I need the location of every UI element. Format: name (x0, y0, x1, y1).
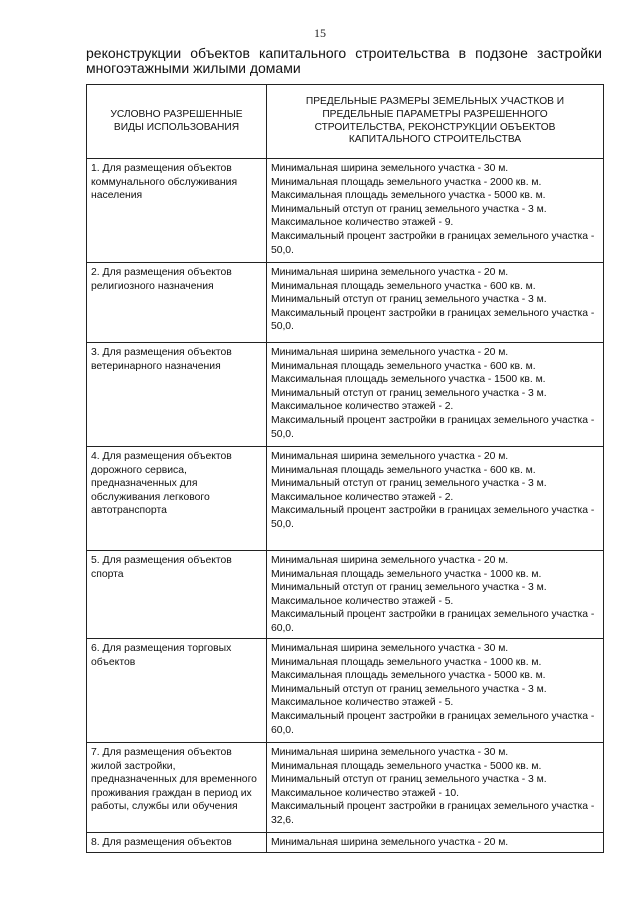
parameter-line: Минимальная площадь земельного участка - 600 кв. м. (271, 464, 536, 476)
parameter-line: Максимальная площадь земельного участка - 5000 кв. м. (271, 670, 546, 682)
permitted-use-cell: 3. Для размещения объектов ветеринарного назначения (87, 343, 267, 447)
parameter-line: Минимальная ширина земельного участка - 20 м. (271, 837, 509, 848)
permitted-use-cell: 5. Для размещения объектов спорта (87, 551, 267, 639)
parameter-line: Минимальный отступ от границ земельного участка - 3 м. (271, 294, 547, 306)
parameters-cell (267, 551, 604, 639)
parameter-line: Минимальный отступ от границ земельного участка - 3 м. (271, 774, 547, 786)
table-row (87, 263, 604, 343)
parameter-line: Максимальный процент застройки в границах земельного участка - 50,0. (271, 414, 595, 440)
parameter-line: Минимальная ширина земельного участка - 20 м. (271, 555, 509, 566)
header-limit-parameters: ПРЕДЕЛЬНЫЕ РАЗМЕРЫ ЗЕМЕЛЬНЫХ УЧАСТКОВ И ПРЕДЕЛЬНЫЕ ПАРАМЕТРЫ РАЗРЕШЕННОГО СТРОИТЕЛЬСТВА, РЕКОНСТРУКЦИИ ОБЪЕКТОВ КАПИТАЛЬНОГО СТРОИТЕЛЬСТВА (267, 85, 604, 159)
parameter-line: Минимальная ширина земельного участка - 20 м. (271, 451, 509, 462)
table-row (87, 833, 604, 853)
permitted-use-cell: 1. Для размещения объектов коммунального обслуживания населения (87, 159, 267, 263)
intro-line-2: многоэтажными жилыми домами (86, 60, 301, 76)
intro-line-1: реконструкции объектов капитального строительства в подзоне застройки (86, 45, 602, 61)
zoning-rules-table (86, 84, 604, 853)
page-number: 15 (314, 26, 326, 40)
parameter-line: Минимальная ширина земельного участка - 20 м. (271, 347, 509, 358)
parameter-line: Минимальная ширина земельного участка - 30 м. (271, 163, 509, 174)
parameter-line: Минимальный отступ от границ земельного участка - 3 м. (271, 683, 547, 695)
header-permitted-uses: УСЛОВНО РАЗРЕШЕННЫЕ ВИДЫ ИСПОЛЬЗОВАНИЯ (87, 85, 267, 159)
parameter-line: Минимальная площадь земельного участка - 5000 кв. м. (271, 760, 542, 772)
parameter-line: Минимальная площадь земельного участка - 600 кв. м. (271, 360, 536, 372)
parameters-cell (267, 263, 604, 343)
parameter-line: Минимальная площадь земельного участка - 2000 кв. м. (271, 176, 542, 188)
parameter-line: Максимальный процент застройки в границах земельного участка - 50,0. (271, 505, 595, 530)
parameter-line: Максимальный процент застройки в границах земельного участка - 50,0. (271, 230, 595, 256)
parameter-line: Максимальное количество этажей - 2. (271, 491, 454, 503)
parameter-line: Максимальное количество этажей - 5. (271, 697, 454, 709)
permitted-use-cell: 8. Для размещения объектов (87, 833, 267, 853)
parameter-line: Максимальный процент застройки в границах земельного участка - 60,0. (271, 710, 595, 736)
intro-paragraph (86, 46, 602, 76)
parameter-line: Максимальный процент застройки в границах земельного участка - 60,0. (271, 609, 595, 634)
parameter-line: Минимальный отступ от границ земельного участка - 3 м. (271, 478, 547, 490)
permitted-use-cell: 7. Для размещения объектов жилой застройки, предназначенных для временного проживания граждан в период их работы, службы или обучения (87, 743, 267, 833)
parameter-line: Максимальный процент застройки в границах земельного участка - 32,6. (271, 801, 595, 826)
parameter-line: Минимальная ширина земельного участка - 30 м. (271, 643, 509, 654)
parameter-line: Минимальная ширина земельного участка - 30 м. (271, 747, 509, 758)
parameter-line: Минимальный отступ от границ земельного участка - 3 м. (271, 203, 547, 215)
parameter-line: Минимальный отступ от границ земельного участка - 3 м. (271, 582, 547, 594)
table-body (87, 159, 604, 853)
parameter-line: Максимальное количество этажей - 9. (271, 217, 454, 229)
parameter-line: Максимальное количество этажей - 2. (271, 401, 454, 413)
parameter-line: Максимальная площадь земельного участка - 1500 кв. м. (271, 374, 546, 386)
parameters-cell (267, 833, 604, 853)
parameters-cell (267, 159, 604, 263)
parameter-line: Минимальный отступ от границ земельного участка - 3 м. (271, 387, 547, 399)
parameter-line: Максимальное количество этажей - 5. (271, 595, 454, 607)
permitted-use-cell: 4. Для размещения объектов дорожного сервиса, предназначенных для обслуживания легкового автотранспорта (87, 447, 267, 551)
parameter-line: Максимальное количество этажей - 10. (271, 787, 459, 799)
parameters-cell (267, 447, 604, 551)
parameters-cell (267, 343, 604, 447)
parameter-line: Максимальная площадь земельного участка - 5000 кв. м. (271, 190, 546, 202)
parameter-line: Минимальная ширина земельного участка - 20 м. (271, 267, 509, 278)
parameters-cell (267, 743, 604, 833)
table-row (87, 551, 604, 639)
permitted-use-cell: 6. Для размещения торговых объектов (87, 639, 267, 743)
table-row (87, 743, 604, 833)
parameters-cell (267, 639, 604, 743)
parameter-line: Минимальная площадь земельного участка - 600 кв. м. (271, 280, 536, 292)
table-row (87, 343, 604, 447)
table-row (87, 159, 604, 263)
table-row (87, 639, 604, 743)
table-row (87, 447, 604, 551)
parameter-line: Максимальный процент застройки в границах земельного участка - 50,0. (271, 307, 595, 333)
table-header-row (87, 85, 604, 159)
parameter-line: Минимальная площадь земельного участка - 1000 кв. м. (271, 656, 542, 668)
permitted-use-cell: 2. Для размещения объектов религиозного назначения (87, 263, 267, 343)
parameter-line: Минимальная площадь земельного участка - 1000 кв. м. (271, 568, 542, 580)
